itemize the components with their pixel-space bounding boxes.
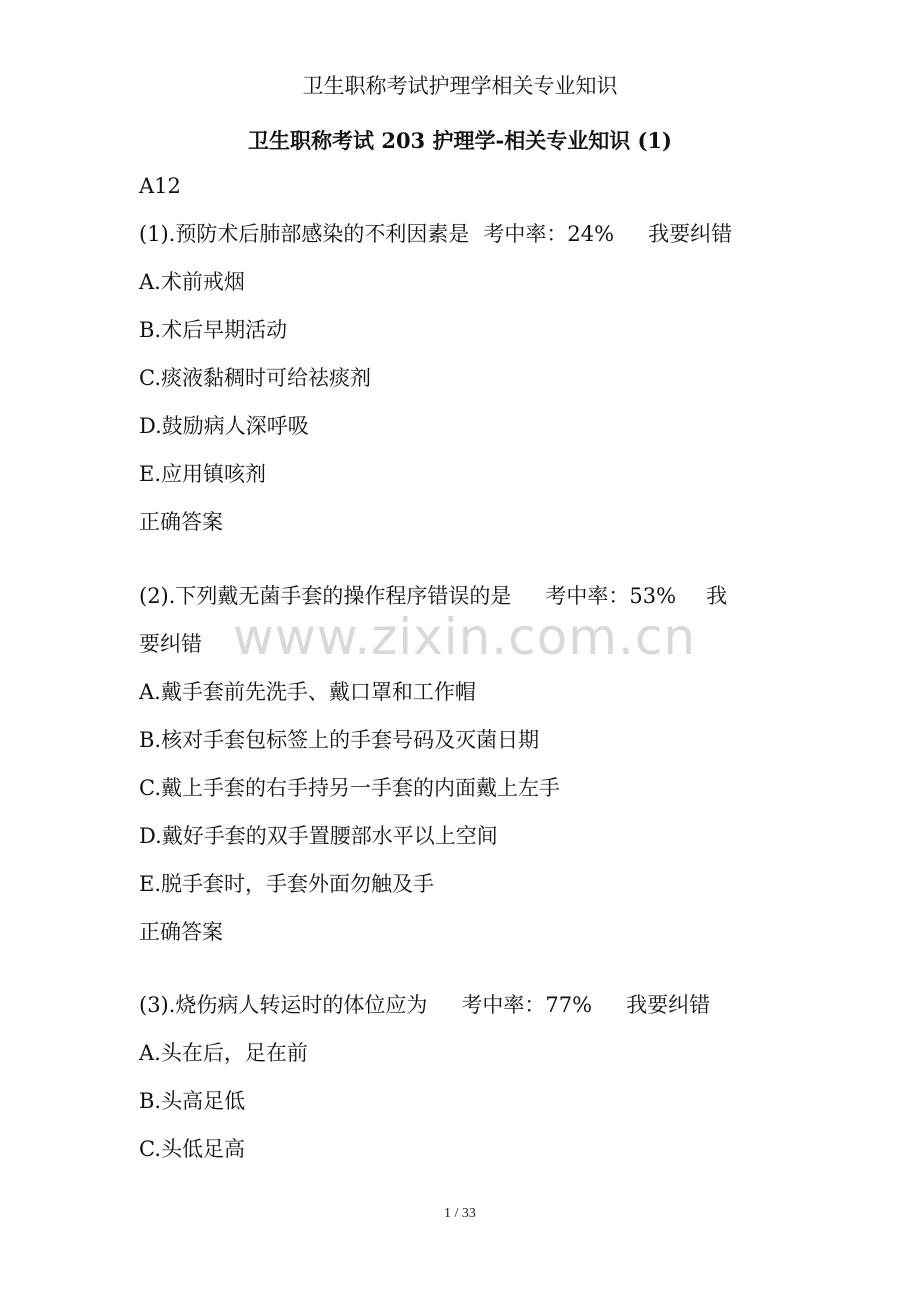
option-d: D.戴好手套的双手置腰部水平以上空间 (139, 824, 498, 848)
document-title: 卫生职称考试护理学相关专业知识 (302, 74, 618, 98)
question-stem: (2).下列戴无菌手套的操作程序错误的是 (139, 584, 512, 608)
watermark: www.zixin.com.cn (233, 608, 697, 666)
option-c: C.痰液黏稠时可给祛痰剂 (139, 366, 371, 390)
option-c: C.戴上手套的右手持另一手套的内面戴上左手 (139, 776, 560, 800)
report-error-link[interactable]: 我要纠错 (626, 993, 711, 1017)
hit-rate: 考中率：24% (483, 222, 615, 246)
question-3 (139, 991, 710, 1019)
option-e: E.应用镇咳剂 (139, 462, 267, 486)
report-error-link-part1[interactable]: 我 (706, 584, 728, 608)
question-stem: (1).预防术后肺部感染的不利因素是 (139, 222, 470, 246)
option-d: D.鼓励病人深呼吸 (139, 414, 309, 438)
report-error-link[interactable]: 我要纠错 (648, 222, 733, 246)
hit-rate: 考中率：77% (461, 993, 593, 1017)
hit-rate: 考中率：53% (545, 584, 677, 608)
section-label: A12 (139, 174, 181, 198)
option-b: B.核对手套包标签上的手套号码及灭菌日期 (139, 728, 540, 752)
page-number: 1 / 33 (444, 1206, 476, 1221)
option-b: B.头高足低 (139, 1089, 246, 1113)
answer-label[interactable]: 正确答案 (139, 920, 223, 944)
option-a: A.头在后，足在前 (139, 1041, 308, 1065)
report-error-link-part2[interactable]: 要纠错 (139, 632, 202, 656)
question-2 (139, 582, 727, 610)
answer-label[interactable]: 正确答案 (139, 510, 223, 534)
question-1 (139, 220, 732, 248)
option-a: A.术前戒烟 (139, 270, 245, 294)
option-b: B.术后早期活动 (139, 318, 288, 342)
option-a: A.戴手套前先洗手、戴口罩和工作帽 (139, 680, 476, 704)
document-subtitle: 卫生职称考试 203 护理学-相关专业知识 (1) (248, 128, 672, 153)
option-c: C.头低足高 (139, 1137, 245, 1161)
option-e: E.脱手套时，手套外面勿触及手 (139, 872, 435, 896)
question-stem: (3).烧伤病人转运时的体位应为 (139, 993, 428, 1017)
